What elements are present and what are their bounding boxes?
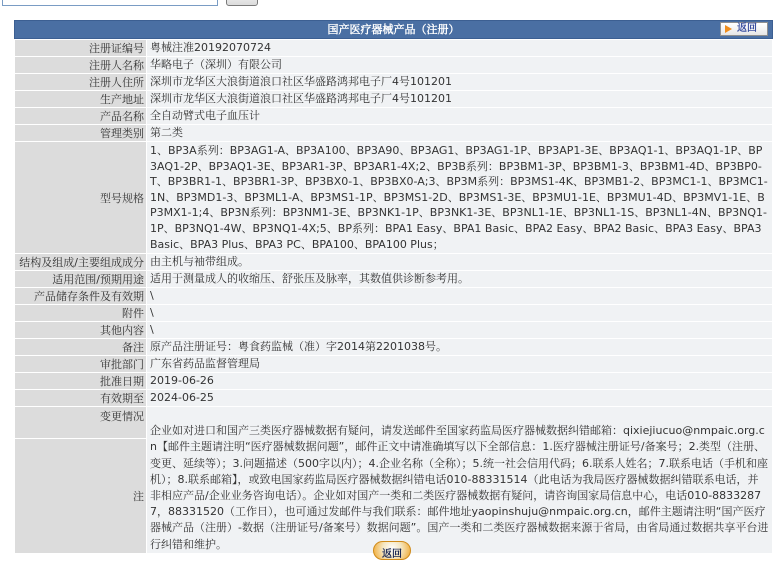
row-label: 生产地址 (15, 91, 147, 108)
row-label: 型号规格 (15, 142, 147, 254)
row-value: 适用于测量成人的收缩压、舒张压及脉率，其数值供诊断参考用。 (147, 271, 773, 288)
table-row (15, 40, 773, 57)
row-value: 华略电子（深圳）有限公司 (147, 57, 773, 74)
bottom-back-button[interactable] (373, 541, 411, 560)
search-button[interactable] (226, 0, 258, 6)
page-title: 国产医疗器械产品（注册） (327, 23, 460, 36)
note-text: 企业如对进口和国产三类医疗器械数据有疑问，请发送邮件至国家药监局医疗器械数据纠错邮箱：qixiejiucuo@nmpaic.org.cn【邮件主题请注明“医疗器械数据问题”，邮件正文中请准确填写以下全部信息：1.医疗器械注册证号/备案号；2.类型（注册、变更、延续等）；3.问题描述（500字以内）；4.企业名称（全称）；5.统一社会信用代码；6.联系人姓名；7.联系电话（手机和座机）；8.联系邮箱】，或致电国家药监局医疗器械数据纠错电话010-88331514（此电话为我局医疗器械数据纠错联系电话，并非相应产品/企业业务咨询电话）。企业如对国产一类和二类医疗器械数据有疑问，请咨询国家局信息中心，电话010-88332877，88331520（工作日），也可通过发邮件与我们联系：邮件地址yaopinshuju@nmpaic.org.cn，邮件主题请注明“国产医疗器械产品（注册）-数据（注册证号/备案号）数据问题”。国产一类和二类医疗器械数据来源于省局，由省局通过数据共享平台进行纠错和维护。 (150, 424, 769, 551)
row-label: 其他内容 (15, 322, 147, 339)
row-value: \ (147, 288, 773, 305)
table-row (15, 305, 773, 322)
note-value (147, 407, 773, 554)
table-row (15, 288, 773, 305)
row-label: 附件 (15, 305, 147, 322)
table-row (15, 91, 773, 108)
row-label: 有效期至 (15, 390, 147, 407)
table-row (15, 373, 773, 390)
row-label: 注册人名称 (15, 57, 147, 74)
product-detail-table (14, 39, 773, 554)
row-value: 第二类 (147, 125, 773, 142)
row-label: 产品储存条件及有效期 (15, 288, 147, 305)
table-row (15, 271, 773, 288)
row-label: 审批部门 (15, 356, 147, 373)
row-label: 注册人住所 (15, 74, 147, 91)
row-label: 批准日期 (15, 373, 147, 390)
top-search-strip (0, 0, 782, 8)
row-value: 全自动臂式电子血压计 (147, 108, 773, 125)
row-label: 管理类别 (15, 125, 147, 142)
row-value: \ (147, 322, 773, 339)
table-row (15, 254, 773, 271)
back-button-label: 返回 (737, 23, 757, 34)
back-button[interactable] (720, 22, 768, 36)
row-value: 由主机与袖带组成。 (147, 254, 773, 271)
row-label: 适用范围/预期用途 (15, 271, 147, 288)
table-row (15, 74, 773, 91)
table-row (15, 390, 773, 407)
bottom-back-label: 返回 (382, 549, 402, 560)
row-value: 粤械注准20192070724 (147, 40, 773, 57)
note-label: 注 (15, 438, 147, 553)
row-value: 2024-06-25 (147, 390, 773, 407)
table-row (15, 322, 773, 339)
section-title-bar (14, 20, 773, 39)
arrow-right-icon (725, 25, 732, 33)
table-row (15, 356, 773, 373)
row-label: 产品名称 (15, 108, 147, 125)
row-value: 深圳市龙华区大浪街道浪口社区华盛路鸿邦电子厂4号101201 (147, 74, 773, 91)
table-row (15, 125, 773, 142)
row-label: 结构及组成/主要组成成分 (15, 254, 147, 271)
row-label: 注册证编号 (15, 40, 147, 57)
table-row (15, 142, 773, 254)
search-input[interactable] (2, 0, 218, 6)
row-value: 广东省药品监督管理局 (147, 356, 773, 373)
table-row (15, 57, 773, 74)
row-label: 备注 (15, 339, 147, 356)
row-value: 1、BP3A系列：BP3AG1-A、BP3A100、BP3A90、BP3AG1、BP3AG1-1P、BP3AP1-3E、BP3AQ1-1、BP3AQ1-1P、BP3AQ1-2P、BP3AQ1-3E、BP3AR1-3P、BP3AR1-4X;2、BP3B系列：BP3BM1-3P、BP3BM1-3、BP3BM1-4D、BP3BP0-T、BP3BR1-1、BP3BR1-3P、BP3BX0-1、BP3BX0-A;3、BP3M系列：BP3MS1-4K、BP3MB1-2、BP3MC1-1、BP3MC1-1N、BP3MD1-3、BP3ML1-A、BP3MS1-1P、BP3MS1-2D、BP3MS1-3E、BP3MU1-1E、BP3MU1-4D、BP3MV1-1E、BP3MX1-1;4、BP3N系列：BP3NM1-3E、BP3NK1-1P、BP3NK1-3E、BP3NL1-1E、BP3NL1-1S、BP3NL1-4N、BP3NQ1-1P、BP3NQ1-4W、BP3NQ1-4X;5、BP系列：BPA1 Easy、BPA1 Basic、BPA2 Easy、BPA2 Basic、BPA3 Easy、BPA3 Basic、BPA3 Plus、BPA3 PC、BPA100、BPA100 Plus； (147, 142, 773, 254)
row-value: 原产品注册证号：粤食药监械（准）字2014第2201038号。 (147, 339, 773, 356)
table-row (15, 339, 773, 356)
row-label: 变更情况 (15, 407, 147, 439)
row-value: 深圳市龙华区大浪街道浪口社区华盛路鸿邦电子厂4号101201 (147, 91, 773, 108)
table-row (15, 407, 773, 439)
row-value: \ (147, 305, 773, 322)
row-value: 2019-06-26 (147, 373, 773, 390)
table-row (15, 108, 773, 125)
